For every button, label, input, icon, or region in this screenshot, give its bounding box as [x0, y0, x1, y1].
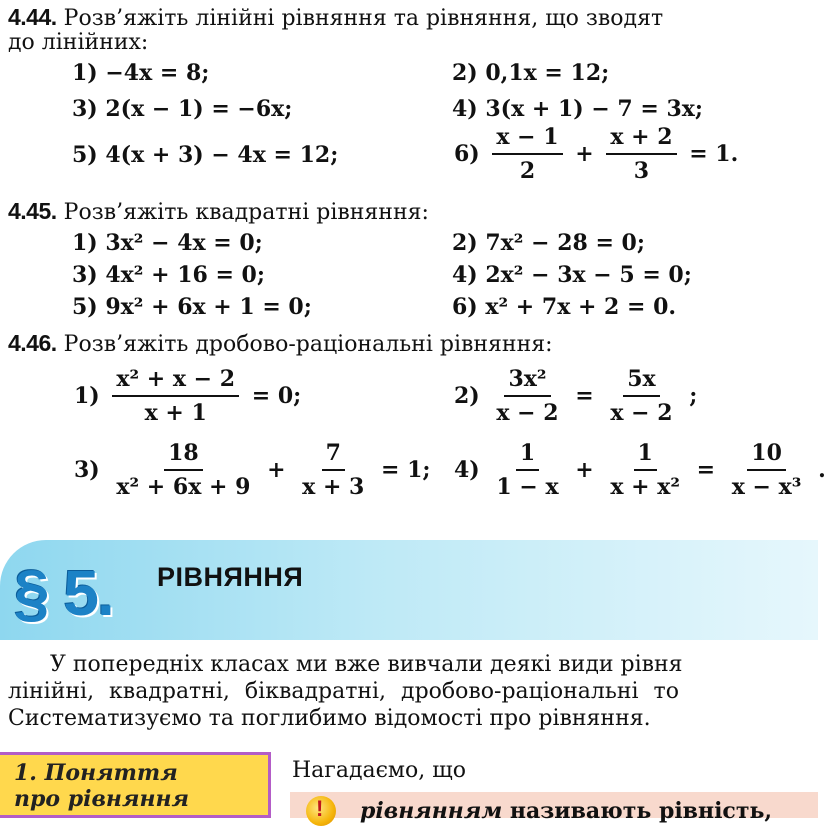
exercise-4-45-heading — [8, 198, 429, 226]
numerator: 5x — [623, 366, 659, 397]
numerator: 18 — [164, 440, 203, 471]
definition-term: рівнянням — [360, 798, 503, 824]
numerator: 3x² — [504, 366, 550, 397]
equation-end: = 1; — [381, 457, 431, 483]
subsection-title — [14, 760, 189, 812]
operator: + — [575, 141, 594, 167]
equation-item: 3) 4x² + 16 = 0; — [72, 262, 265, 288]
denominator: x − 2 — [496, 400, 559, 426]
item-label: 1) — [74, 383, 100, 409]
fraction — [492, 440, 562, 500]
denominator: 2 — [519, 158, 536, 184]
fraction — [728, 440, 806, 500]
equation-item-fraction — [452, 366, 699, 426]
section-banner — [0, 540, 818, 640]
exercise-text: Розв’яжіть квадратні рівняння: — [63, 200, 429, 225]
exercise-text: Розв’яжіть лінійні рівняння та рівняння, що зводят — [63, 6, 664, 31]
exercise-text: Розв’яжіть дробово-раціональні рівняння: — [63, 332, 553, 357]
exercise-4-46-heading — [8, 330, 553, 358]
exercise-text-continued: до лінійних: — [8, 30, 149, 55]
fraction — [492, 366, 562, 426]
fraction — [606, 440, 684, 500]
numerator: 1 — [634, 440, 657, 471]
denominator: x + x² — [610, 474, 680, 500]
numerator: 1 — [516, 440, 539, 471]
numerator: x + 2 — [606, 124, 676, 155]
item-label: 2) — [454, 383, 480, 409]
definition-text — [360, 798, 772, 824]
equation-item: 6) x² + 7x + 2 = 0. — [452, 294, 677, 320]
denominator: 3 — [633, 158, 650, 184]
fraction — [112, 440, 254, 500]
equation-item-fraction — [72, 366, 303, 426]
equation-end: = 1. — [689, 141, 739, 167]
item-label: 6) — [454, 141, 480, 167]
equation-item: 3) 2(x − 1) = −6x; — [72, 96, 293, 122]
equation-item: 5) 4(x + 3) − 4x = 12; — [72, 142, 339, 168]
exclamation-icon: ! — [316, 796, 324, 821]
definition-rest: називають рівність, — [502, 798, 773, 824]
numerator: x − 1 — [492, 124, 562, 155]
equation-end: . — [818, 457, 826, 483]
equation-item: 1) −4x = 8; — [72, 60, 210, 86]
denominator: x − x³ — [731, 474, 802, 500]
equation-item: 5) 9x² + 6x + 1 = 0; — [72, 294, 312, 320]
item-label: 3) — [74, 457, 100, 483]
denominator: x + 1 — [144, 400, 207, 426]
exercise-number: 4.46. — [8, 330, 57, 356]
equation-item: 2) 7x² − 28 = 0; — [452, 230, 645, 256]
item-label: 4) — [454, 457, 480, 483]
equation-item: 4) 2x² − 3x − 5 = 0; — [452, 262, 692, 288]
numerator: 10 — [747, 440, 786, 471]
numerator: 7 — [322, 440, 345, 471]
denominator: x − 2 — [610, 400, 673, 426]
equation-item: 1) 3x² − 4x = 0; — [72, 230, 263, 256]
subsection-title-line: 1. Поняття — [14, 760, 178, 786]
equation-item-fraction — [72, 440, 433, 500]
fraction — [112, 366, 239, 426]
fraction — [492, 124, 562, 184]
reminder-text: Нагадаємо, що — [292, 758, 466, 783]
fraction — [298, 440, 368, 500]
denominator: x + 3 — [302, 474, 365, 500]
intro-line: Систематизуємо та поглибимо відомості про рівняння. — [8, 706, 651, 731]
equation-item-fraction — [452, 124, 740, 184]
operator: + — [575, 457, 594, 483]
denominator: 1 − x — [496, 474, 559, 500]
section-title: РІВНЯННЯ — [157, 562, 304, 592]
intro-line: У попередніх класах ми вже вивчали деякі види рівня — [50, 652, 683, 677]
operator: = — [575, 383, 594, 409]
operator: + — [267, 457, 286, 483]
denominator: x² + 6x + 9 — [116, 474, 251, 500]
subsection-title-line: про рівняння — [14, 786, 190, 812]
exercise-number: 4.45. — [8, 198, 57, 224]
fraction — [606, 366, 676, 426]
numerator: x² + x − 2 — [112, 366, 239, 397]
equation-item: 2) 0,1x = 12; — [452, 60, 610, 86]
exercise-4-44-heading — [8, 4, 663, 32]
operator: = — [696, 457, 716, 483]
equation-item: 4) 3(x + 1) − 7 = 3x; — [452, 96, 704, 122]
equation-item-fraction — [452, 440, 828, 500]
equation-end: ; — [689, 383, 698, 409]
fraction — [606, 124, 676, 184]
exercise-number: 4.44. — [8, 4, 57, 30]
equation-end: = 0; — [251, 383, 302, 409]
section-number: § 5. — [14, 557, 113, 629]
intro-line: лінійні, квадратні, біквадратні, дробово-раціональні то — [8, 679, 679, 704]
